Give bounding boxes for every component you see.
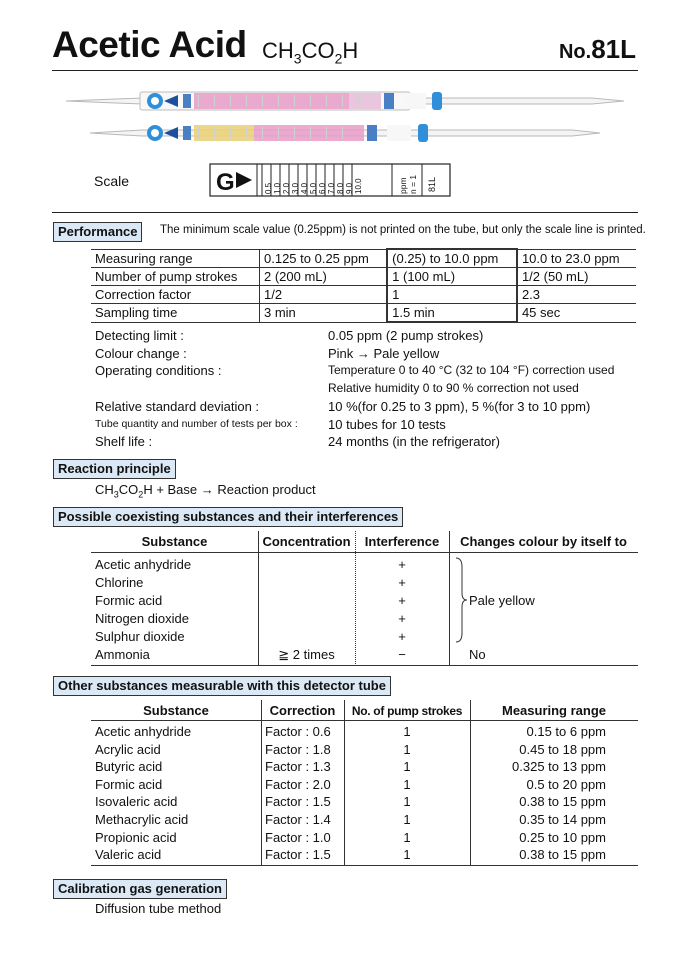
- table-cell: 1: [403, 847, 411, 863]
- reaction-equation: $CH_3CO_2H$ + Base → Reaction product: [95, 482, 316, 500]
- table-cell: Methacrylic acid: [95, 812, 189, 827]
- detector-tube-figure: [52, 70, 638, 212]
- table-cell: 1: [403, 794, 411, 810]
- coexisting-table: [91, 531, 638, 666]
- table-cell: 1/2: [260, 286, 388, 304]
- table-row: [91, 830, 638, 847]
- image-bottom-rule: [52, 212, 638, 213]
- table-cell: ≧ 2 times: [278, 647, 335, 662]
- table-row: [91, 794, 638, 811]
- scale-tick-label: 7.0: [327, 182, 336, 194]
- column-header: Correction: [269, 703, 336, 718]
- table-cell: +: [398, 575, 406, 590]
- scale-code: 81L: [427, 176, 437, 192]
- table-cell: Ammonia: [95, 647, 150, 662]
- table-cell: 0.5 to 20 ppm: [526, 776, 606, 792]
- table-cell: −: [398, 647, 406, 662]
- table-cell: Isovaleric acid: [95, 794, 178, 810]
- performance-details: Detecting limit : 0.05 ppm (2 pump strokes) Colour change : Pink → Pale yellow Operating conditions : Temperature 0 to 40 °C (32 to 104 °F) correction used Relative humidity 0 to 90 % correction not used Relative standard deviation : 10 %(for 0.25 to 3 ppm), 5 %(for 3 to 10 ppm) Tube quantity and number of tests per box : 10 tubes for 10 tests Shelf life : 24 months (in the refrigerator): [95, 328, 615, 449]
- column-header: Concentration: [262, 534, 351, 549]
- table-cell: Chlorine: [95, 575, 144, 590]
- coexisting-heading: Possible coexisting substances and their interferences: [53, 507, 403, 527]
- table-cell: Number of pump strokes: [91, 268, 260, 286]
- page-title: Acetic Acid: [52, 24, 247, 65]
- table-cell: 1: [403, 776, 411, 792]
- scale-label: Scale: [94, 173, 130, 189]
- table-row: [91, 304, 636, 323]
- performance-heading: Performance: [53, 222, 142, 242]
- table-cell: Propionic acid: [95, 829, 177, 845]
- scale-tick-label: 1.0: [273, 182, 282, 194]
- table-cell: 1.5 min: [387, 304, 517, 323]
- table-cell: 1: [387, 286, 517, 304]
- table-cell: Factor : 0.6: [265, 724, 331, 739]
- table-cell: 0.325 to 13 ppm: [512, 759, 606, 775]
- ammonia-colour: No: [469, 647, 486, 662]
- table-row: [91, 286, 636, 304]
- table-cell: Factor : 1.4: [265, 812, 331, 827]
- table-cell: 0.38 to 15 ppm: [519, 847, 606, 863]
- table-cell: Factor : 1.3: [265, 759, 331, 775]
- table-cell: 1: [403, 741, 411, 757]
- table-cell: 0.45 to 18 ppm: [519, 741, 606, 757]
- table-cell: 0.25 to 10 ppm: [519, 829, 606, 845]
- table-cell: Measuring range: [91, 249, 260, 268]
- table-cell: Factor : 1.5: [265, 794, 331, 810]
- table-cell: Formic acid: [95, 776, 163, 792]
- scale-tick-label: 8.0: [336, 182, 345, 194]
- performance-table: [91, 248, 636, 323]
- chemical-formula: $CH_3CO_2H$: [262, 38, 359, 67]
- table-cell: Correction factor: [91, 286, 260, 304]
- table-cell: +: [398, 611, 406, 626]
- scale-tick-label: 0.5: [264, 182, 273, 194]
- scale-n: n = 1: [408, 174, 418, 194]
- tube-upper: [66, 92, 624, 110]
- other-substances-table: [91, 700, 638, 866]
- column-header: Interference: [364, 534, 440, 549]
- table-row: [91, 759, 638, 776]
- table-cell: Butyric acid: [95, 759, 163, 775]
- svg-text:G: G: [216, 169, 235, 196]
- tube-lower: [90, 124, 600, 142]
- table-cell: Formic acid: [95, 593, 163, 608]
- group-brace: [453, 557, 469, 643]
- table-cell: Acetic anhydride: [95, 724, 192, 739]
- calibration-text: Diffusion tube method: [95, 901, 222, 916]
- scale-tick-label: 3.0: [291, 182, 300, 194]
- table-row: [91, 724, 638, 741]
- table-cell: Nitrogen dioxide: [95, 611, 189, 626]
- table-cell: 0.125 to 0.25 ppm: [260, 249, 388, 268]
- table-cell: 1: [403, 829, 411, 845]
- table-cell: 1 (100 mL): [387, 268, 517, 286]
- column-header: Changes colour by itself to: [460, 534, 627, 549]
- table-cell: Acrylic acid: [95, 741, 161, 757]
- product-number: No.81L: [558, 34, 636, 64]
- scale-tick-label: 2.0: [282, 182, 291, 194]
- table-cell: Valeric acid: [95, 847, 162, 863]
- table-cell: Sulphur dioxide: [95, 629, 185, 644]
- table-row: [91, 249, 636, 268]
- table-cell: 1: [403, 724, 411, 739]
- table-cell: 1: [403, 812, 411, 827]
- table-cell: Factor : 1.5: [265, 847, 331, 863]
- table-row: [91, 742, 638, 759]
- performance-note: The minimum scale value (0.25ppm) is not printed on the tube, but only the scale line is printed.: [160, 224, 646, 236]
- scale-tick-label: 4.0: [300, 182, 309, 194]
- table-cell: Factor : 2.0: [265, 776, 331, 792]
- table-cell: (0.25) to 10.0 ppm: [387, 249, 517, 268]
- table-cell: 1: [403, 759, 411, 775]
- table-cell: +: [398, 557, 406, 572]
- table-cell: Factor : 1.8: [265, 741, 331, 757]
- column-header: No. of pump strokes: [351, 704, 463, 718]
- table-cell: 10.0 to 23.0 ppm: [517, 249, 636, 268]
- scale-tick-label: 6.0: [318, 182, 327, 194]
- reaction-heading: Reaction principle: [53, 459, 176, 479]
- scale-unit: ppm: [398, 177, 408, 194]
- scale-tick-label: 10.0: [354, 178, 363, 194]
- table-cell: 1/2 (50 mL): [517, 268, 636, 286]
- table-cell: +: [398, 629, 406, 644]
- other-substances-heading: Other substances measurable with this detector tube: [53, 676, 391, 696]
- calibration-heading: Calibration gas generation: [53, 879, 227, 899]
- table-cell: 0.15 to 6 ppm: [526, 724, 606, 739]
- table-cell: 3 min: [260, 304, 388, 323]
- table-row: [91, 777, 638, 794]
- table-cell: +: [398, 593, 406, 608]
- scale-tick-label: 9.0: [345, 182, 354, 194]
- table-row: [91, 812, 638, 829]
- table-cell: 2 (200 mL): [260, 268, 388, 286]
- scale-tick-label: 5.0: [309, 182, 318, 194]
- table-cell: 45 sec: [517, 304, 636, 323]
- table-cell: 0.38 to 15 ppm: [519, 794, 606, 810]
- scale-tick-labels: [264, 166, 394, 194]
- table-cell: Factor : 1.0: [265, 829, 331, 845]
- table-cell: 0.35 to 14 ppm: [519, 812, 606, 827]
- column-header: Substance: [143, 703, 209, 718]
- group-colour: Pale yellow: [469, 593, 535, 608]
- column-header: Substance: [141, 534, 208, 549]
- table-cell: Acetic anhydride: [95, 557, 192, 572]
- table-row: [91, 268, 636, 286]
- table-cell: 2.3: [517, 286, 636, 304]
- table-row: [91, 847, 638, 864]
- table-cell: Sampling time: [91, 304, 260, 323]
- column-header: Measuring range: [501, 703, 607, 718]
